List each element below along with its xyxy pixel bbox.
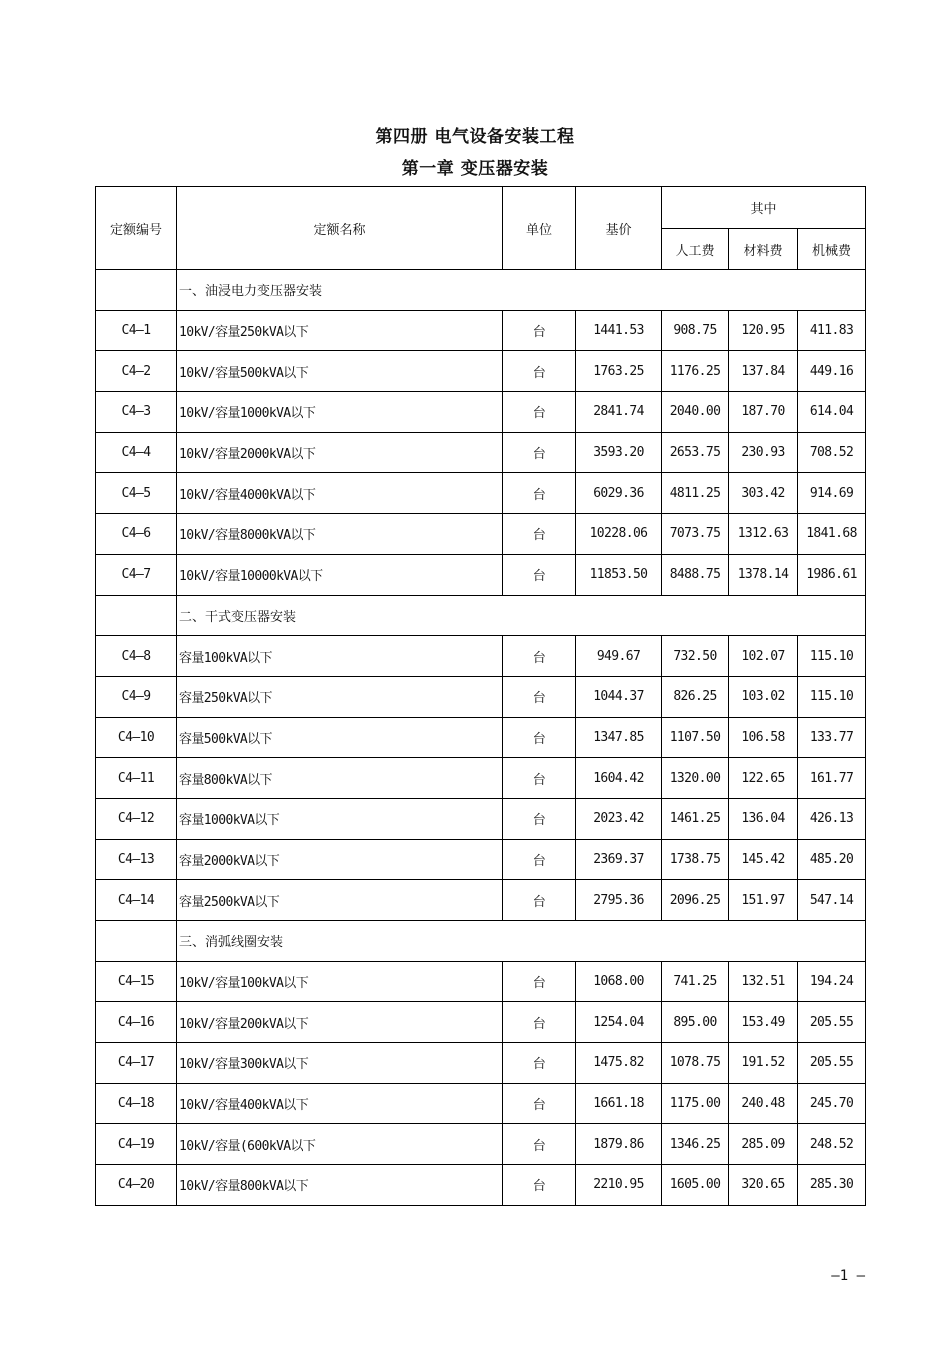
cell-name: 容量250kVA以下 (177, 676, 503, 717)
cell-material: 1378.14 (729, 554, 798, 595)
cell-material: 285.09 (729, 1124, 798, 1165)
cell-name: 容量2500kVA以下 (177, 880, 503, 921)
cell-machinery: 285.30 (798, 1165, 866, 1206)
cell-machinery: 1841.68 (798, 514, 866, 555)
cell-unit: 台 (503, 1083, 576, 1124)
cell-code: C4–1 (96, 310, 177, 351)
cell-base-price: 1879.86 (576, 1124, 662, 1165)
cell-name: 10kV/容量250kVA以下 (177, 310, 503, 351)
table-row (96, 392, 866, 433)
cell-unit: 台 (503, 351, 576, 392)
cell-material: 132.51 (729, 961, 798, 1002)
chapter-title: 第一章 变压器安装 (401, 159, 549, 179)
cell-unit: 台 (503, 514, 576, 555)
cell-unit: 台 (503, 432, 576, 473)
cell-labor: 8488.75 (662, 554, 729, 595)
cell-base-price: 3593.20 (576, 432, 662, 473)
cell-unit: 台 (503, 554, 576, 595)
cell-unit: 台 (503, 1002, 576, 1043)
header-material: 材料费 (729, 229, 798, 270)
cell-unit: 台 (503, 839, 576, 880)
cell-labor: 4811.25 (662, 473, 729, 514)
cell-unit: 台 (503, 676, 576, 717)
cell-code: C4–9 (96, 676, 177, 717)
cell-base-price: 1254.04 (576, 1002, 662, 1043)
cell-name: 10kV/容量500kVA以下 (177, 351, 503, 392)
cell-machinery: 914.69 (798, 473, 866, 514)
cell-code: C4–11 (96, 758, 177, 799)
cell-code: C4–18 (96, 1083, 177, 1124)
cell-material: 136.04 (729, 798, 798, 839)
cell-labor: 7073.75 (662, 514, 729, 555)
cell-machinery: 115.10 (798, 636, 866, 677)
cell-code: C4–5 (96, 473, 177, 514)
cell-material: 120.95 (729, 310, 798, 351)
cell-machinery: 248.52 (798, 1124, 866, 1165)
table-row (96, 1165, 866, 1206)
cell-material: 153.49 (729, 1002, 798, 1043)
cell-base-price: 1068.00 (576, 961, 662, 1002)
table-row (96, 636, 866, 677)
cell-code: C4–13 (96, 839, 177, 880)
cell-unit: 台 (503, 392, 576, 433)
cell-code: C4–14 (96, 880, 177, 921)
table-row (96, 1083, 866, 1124)
cell-machinery: 708.52 (798, 432, 866, 473)
cell-material: 106.58 (729, 717, 798, 758)
table-row (96, 1124, 866, 1165)
section-row (96, 921, 866, 962)
cell-unit: 台 (503, 1165, 576, 1206)
cell-name: 10kV/容量200kVA以下 (177, 1002, 503, 1043)
cell-machinery: 205.55 (798, 1002, 866, 1043)
cell-name: 容量2000kVA以下 (177, 839, 503, 880)
cell-name: 10kV/容量100kVA以下 (177, 961, 503, 1002)
cell-material: 137.84 (729, 351, 798, 392)
section-code-blank (96, 270, 177, 311)
cell-unit: 台 (503, 473, 576, 514)
cell-unit: 台 (503, 1043, 576, 1084)
cell-name: 10kV/容量4000kVA以下 (177, 473, 503, 514)
cell-labor: 1320.00 (662, 758, 729, 799)
cell-name: 容量1000kVA以下 (177, 798, 503, 839)
table-header (96, 187, 866, 270)
header-name: 定额名称 (177, 187, 503, 270)
cell-name: 10kV/容量800kVA以下 (177, 1165, 503, 1206)
section-code-blank (96, 921, 177, 962)
cell-name: 10kV/容量1000kVA以下 (177, 392, 503, 433)
cell-code: C4–16 (96, 1002, 177, 1043)
cell-base-price: 2795.36 (576, 880, 662, 921)
quota-table (95, 186, 866, 1206)
cell-name: 容量100kVA以下 (177, 636, 503, 677)
cell-name: 10kV/容量2000kVA以下 (177, 432, 503, 473)
cell-code: C4–10 (96, 717, 177, 758)
cell-base-price: 2210.95 (576, 1165, 662, 1206)
cell-code: C4–3 (96, 392, 177, 433)
table-row (96, 758, 866, 799)
cell-labor: 1738.75 (662, 839, 729, 880)
cell-code: C4–19 (96, 1124, 177, 1165)
header-unit: 单位 (503, 187, 576, 270)
table-row (96, 310, 866, 351)
table-row (96, 432, 866, 473)
cell-material: 230.93 (729, 432, 798, 473)
cell-labor: 2040.00 (662, 392, 729, 433)
header-code: 定额编号 (96, 187, 177, 270)
cell-name: 10kV/容量400kVA以下 (177, 1083, 503, 1124)
cell-material: 122.65 (729, 758, 798, 799)
section-row (96, 595, 866, 636)
cell-base-price: 6029.36 (576, 473, 662, 514)
book-title: 第四册 电气设备安装工程 (375, 127, 575, 147)
cell-code: C4–17 (96, 1043, 177, 1084)
cell-base-price: 949.67 (576, 636, 662, 677)
cell-material: 145.42 (729, 839, 798, 880)
header-machinery: 机械费 (798, 229, 866, 270)
cell-name: 容量800kVA以下 (177, 758, 503, 799)
cell-machinery: 426.13 (798, 798, 866, 839)
cell-machinery: 115.10 (798, 676, 866, 717)
table-row (96, 676, 866, 717)
cell-material: 151.97 (729, 880, 798, 921)
cell-unit: 台 (503, 1124, 576, 1165)
table-row (96, 1043, 866, 1084)
cell-labor: 1078.75 (662, 1043, 729, 1084)
cell-base-price: 1661.18 (576, 1083, 662, 1124)
cell-labor: 732.50 (662, 636, 729, 677)
cell-machinery: 411.83 (798, 310, 866, 351)
section-title: 一、油浸电力变压器安装 (177, 270, 866, 311)
cell-labor: 2653.75 (662, 432, 729, 473)
cell-machinery: 245.70 (798, 1083, 866, 1124)
cell-base-price: 2369.37 (576, 839, 662, 880)
cell-code: C4–6 (96, 514, 177, 555)
table-row (96, 473, 866, 514)
cell-labor: 741.25 (662, 961, 729, 1002)
cell-base-price: 2023.42 (576, 798, 662, 839)
cell-unit: 台 (503, 310, 576, 351)
cell-labor: 1346.25 (662, 1124, 729, 1165)
table-row (96, 839, 866, 880)
cell-base-price: 1763.25 (576, 351, 662, 392)
cell-base-price: 1347.85 (576, 717, 662, 758)
cell-material: 303.42 (729, 473, 798, 514)
page-number: –1 – (831, 1268, 865, 1284)
cell-name: 10kV/容量10000kVA以下 (177, 554, 503, 595)
cell-material: 240.48 (729, 1083, 798, 1124)
cell-labor: 1175.00 (662, 1083, 729, 1124)
header-base-price: 基价 (576, 187, 662, 270)
cell-name: 10kV/容量(600kVA以下 (177, 1124, 503, 1165)
cell-code: C4–8 (96, 636, 177, 677)
cell-unit: 台 (503, 798, 576, 839)
cell-material: 1312.63 (729, 514, 798, 555)
cell-machinery: 449.16 (798, 351, 866, 392)
cell-machinery: 133.77 (798, 717, 866, 758)
cell-labor: 826.25 (662, 676, 729, 717)
table-row (96, 1002, 866, 1043)
cell-name: 10kV/容量8000kVA以下 (177, 514, 503, 555)
section-code-blank (96, 595, 177, 636)
cell-code: C4–7 (96, 554, 177, 595)
section-row (96, 270, 866, 311)
cell-machinery: 614.04 (798, 392, 866, 433)
cell-machinery: 194.24 (798, 961, 866, 1002)
cell-machinery: 547.14 (798, 880, 866, 921)
cell-labor: 1605.00 (662, 1165, 729, 1206)
cell-material: 320.65 (729, 1165, 798, 1206)
cell-name: 容量500kVA以下 (177, 717, 503, 758)
cell-code: C4–15 (96, 961, 177, 1002)
table-row (96, 554, 866, 595)
cell-base-price: 10228.06 (576, 514, 662, 555)
cell-unit: 台 (503, 961, 576, 1002)
cell-base-price: 11853.50 (576, 554, 662, 595)
table-row (96, 514, 866, 555)
cell-base-price: 1604.42 (576, 758, 662, 799)
cell-code: C4–12 (96, 798, 177, 839)
cell-material: 187.70 (729, 392, 798, 433)
cell-base-price: 2841.74 (576, 392, 662, 433)
cell-machinery: 1986.61 (798, 554, 866, 595)
cell-material: 103.02 (729, 676, 798, 717)
cell-machinery: 485.20 (798, 839, 866, 880)
cell-code: C4–4 (96, 432, 177, 473)
table-row (96, 351, 866, 392)
cell-unit: 台 (503, 717, 576, 758)
cell-labor: 895.00 (662, 1002, 729, 1043)
cell-machinery: 161.77 (798, 758, 866, 799)
cell-code: C4–2 (96, 351, 177, 392)
cell-labor: 2096.25 (662, 880, 729, 921)
cell-material: 191.52 (729, 1043, 798, 1084)
cell-name: 10kV/容量300kVA以下 (177, 1043, 503, 1084)
cell-unit: 台 (503, 880, 576, 921)
cell-base-price: 1475.82 (576, 1043, 662, 1084)
table-row (96, 961, 866, 1002)
cell-labor: 908.75 (662, 310, 729, 351)
table-row (96, 880, 866, 921)
section-title: 三、消弧线圈安装 (177, 921, 866, 962)
cell-labor: 1176.25 (662, 351, 729, 392)
cell-labor: 1107.50 (662, 717, 729, 758)
cell-base-price: 1441.53 (576, 310, 662, 351)
table-row (96, 717, 866, 758)
table-row (96, 798, 866, 839)
cell-machinery: 205.55 (798, 1043, 866, 1084)
cell-material: 102.07 (729, 636, 798, 677)
cell-labor: 1461.25 (662, 798, 729, 839)
header-of-which: 其中 (662, 187, 866, 229)
header-labor: 人工费 (662, 229, 729, 270)
cell-unit: 台 (503, 758, 576, 799)
cell-code: C4–20 (96, 1165, 177, 1206)
section-title: 二、干式变压器安装 (177, 595, 866, 636)
table-body (96, 270, 866, 1206)
cell-base-price: 1044.37 (576, 676, 662, 717)
cell-unit: 台 (503, 636, 576, 677)
